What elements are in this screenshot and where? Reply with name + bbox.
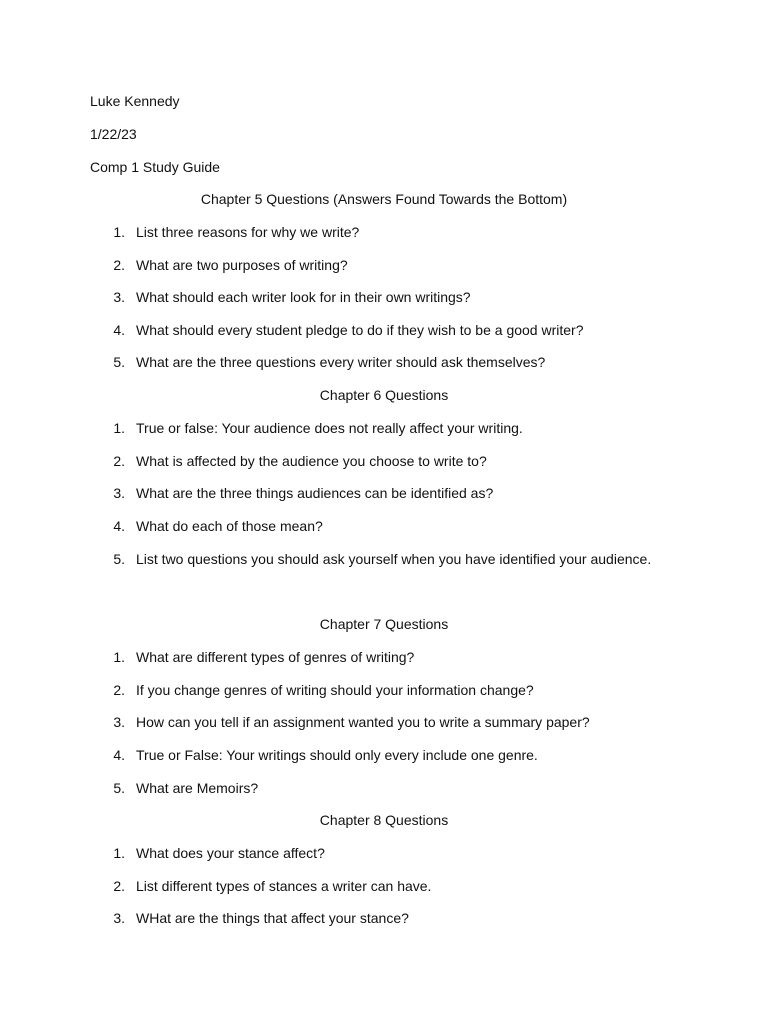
list-item-number: 4. [113,322,125,338]
list-item-number: 1. [113,649,125,665]
list-item-number: 5. [113,354,125,370]
list-item-text: What does your stance affect? [136,845,325,861]
list-item-text: What should each writer look for in their own writings? [136,289,471,305]
list-item-number: 2. [113,878,125,894]
list-item-number: 3. [113,910,125,926]
section-heading-chapter-8: Chapter 8 Questions [319,812,449,828]
list-item-number: 5. [113,780,125,796]
list-item-number: 3. [113,485,125,501]
list-item-text: List three reasons for why we write? [136,224,360,240]
list-item-number: 1. [113,420,125,436]
document-title: Comp 1 Study Guide [90,159,220,175]
list-item-text: List two questions you should ask yourself when you have identified your audience. [136,551,652,567]
list-item-number: 3. [113,714,125,730]
list-item-text: List different types of stances a writer can have. [136,878,432,894]
list-item-number: 5. [113,551,125,567]
list-item-text: True or false: Your audience does not really affect your writing. [136,420,523,436]
list-item-text: True or False: Your writings should only every include one genre. [136,747,538,763]
section-heading-chapter-7: Chapter 7 Questions [319,616,449,632]
list-item-text: What should every student pledge to do if they wish to be a good writer? [136,322,584,338]
list-item-text: What are different types of genres of writing? [136,649,415,665]
list-item-number: 1. [113,224,125,240]
list-item-text: What are the three things audiences can be identified as? [136,485,494,501]
list-item-text: What are Memoirs? [136,780,259,796]
list-item-text: What is affected by the audience you choose to write to? [136,453,487,469]
section-heading-chapter-6: Chapter 6 Questions [319,387,449,403]
list-item-number: 2. [113,257,125,273]
list-item-number: 2. [113,453,125,469]
list-item-number: 4. [113,747,125,763]
list-item-number: 4. [113,518,125,534]
list-item-text: What do each of those mean? [136,518,323,534]
document-date: 1/22/23 [90,126,137,142]
list-item-number: 1. [113,845,125,861]
list-item-text: What are two purposes of writing? [136,257,348,273]
author-name: Luke Kennedy [90,93,180,109]
list-item-number: 2. [113,682,125,698]
list-item-text: WHat are the things that affect your stance? [136,910,409,926]
list-item-number: 3. [113,289,125,305]
list-item-text: If you change genres of writing should your information change? [136,682,534,698]
list-item-text: What are the three questions every writer should ask themselves? [136,354,546,370]
section-heading-chapter-5: Chapter 5 Questions (Answers Found Towards the Bottom) [200,191,568,207]
list-item-text: How can you tell if an assignment wanted you to write a summary paper? [136,714,590,730]
